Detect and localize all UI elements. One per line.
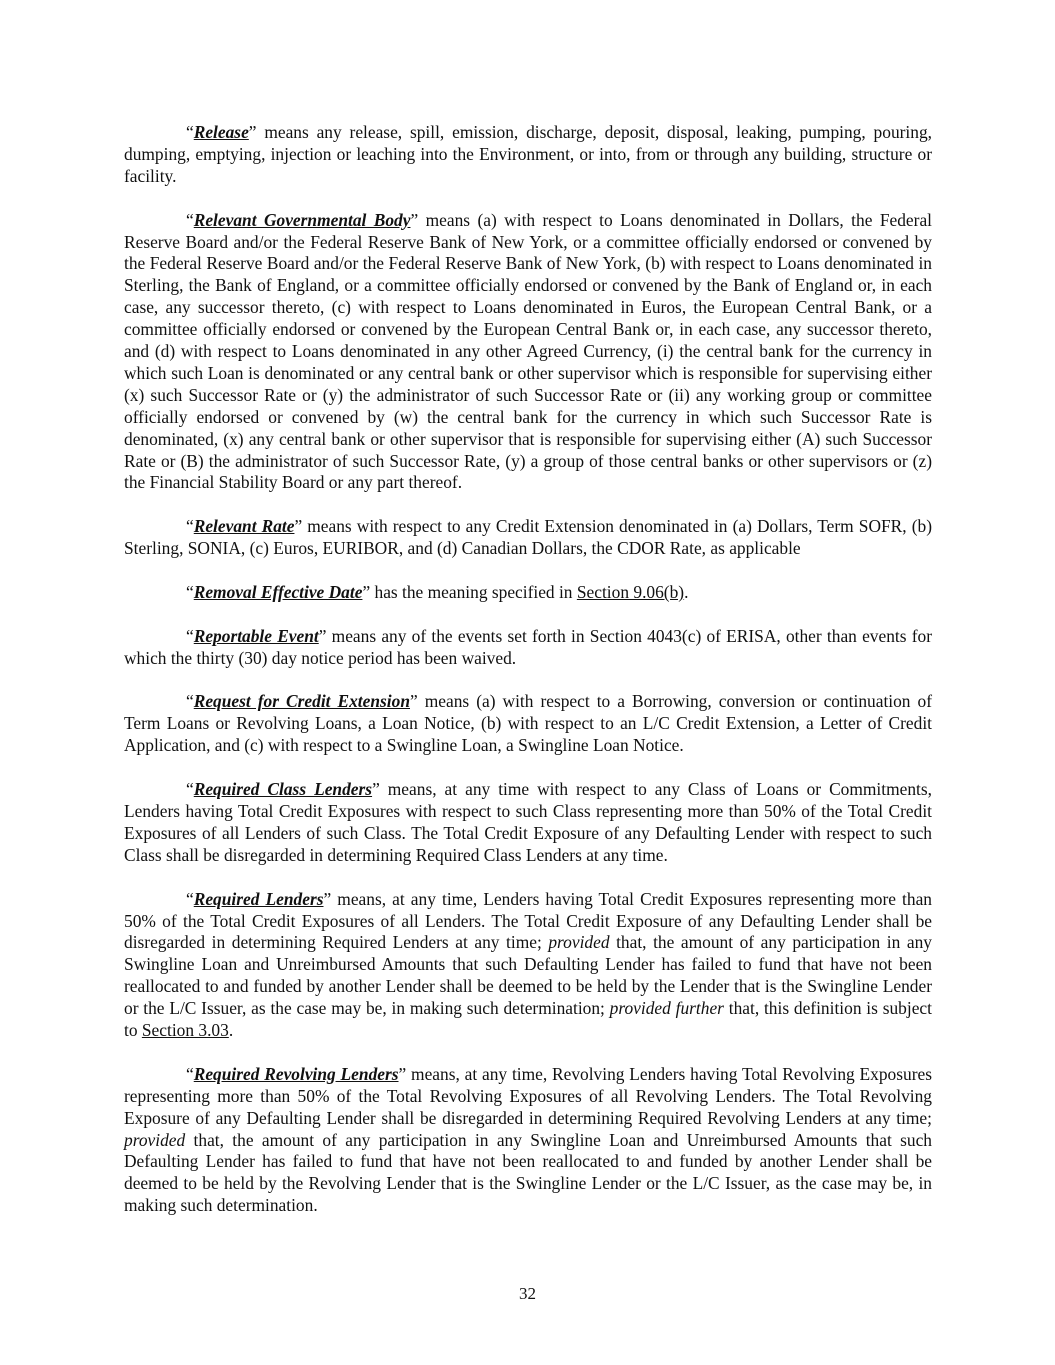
definition-required-lenders: “Required Lenders” means, at any time, Lenders having Total Credit Exposures representing more than 50% of the Total Credit Exposures of all Lenders. The Total Credit Exposure of any Defaulting Lender shall be disregarded in determining Required Lenders at any time; provided that, the amount of any participation in any Swingline Loan and Unreimbursed Amounts that such Defaulting Lender has failed to fund that have not been reallocated to and funded by another Lender shall be deemed to be held by the Lender that is the Swingline Lender or the L/C Issuer, as the case may be, in making such determination; provided further that, this definition is subject to Section 3.03. (124, 888, 932, 1041)
document-page (124, 122, 932, 1217)
definition-text: that, the amount of any participation in any Swingline Loan and Unreimbursed Amounts that such Defaulting Lender has failed to fund that have not been reallocated to and funded by another Lender shall be deemed to be held by the Revolving Lender that is the Swingline Lender or the L/C Issuer, as the case may be, in making such determination. (124, 1129, 932, 1216)
definition-text: ” has the meaning specified in (362, 581, 577, 602)
page-number: 32 (519, 1284, 536, 1303)
definition-required-revolving-lenders: “Required Revolving Lenders” means, at any time, Revolving Lenders having Total Revolving Exposures representing more than 50% of the Total Revolving Exposures of all Revolving Lenders. The Total Revolving Exposure of any Defaulting Lender shall be disregarded in determining Required Revolving Lenders at any time; provided that, the amount of any participation in any Swingline Loan and Unreimbursed Amounts that such Defaulting Lender has failed to fund that have not been reallocated to and funded by another Lender shall be deemed to be held by the Revolving Lender that is the Swingline Lender or the L/C Issuer, as the case may be, in making such determination. (124, 1063, 932, 1216)
definition-required-class-lenders: “Required Class Lenders” means, at any time with respect to any Class of Loans or Commitments, Lenders having Total Credit Exposures with respect to such Class representing more than 50% of the Total Credit Exposures of all Lenders of such Class. The Total Credit Exposure of any Defaulting Lender with respect to such Class shall be disregarded in determining Required Class Lenders at any time. (124, 779, 932, 865)
definition-reportable-event: “Reportable Event” means any of the events set forth in Section 4043(c) of ERISA, other than events for which the thirty (30) day notice period has been waived. (124, 625, 932, 668)
section-reference: Section 9.06(b) (576, 581, 685, 602)
defined-term: Relevant Governmental Body (193, 209, 411, 230)
definition-text: ” means (a) with respect to a Borrowing, conversion or continuation of Term Loans or Revolving Loans, a Loan Notice, (b) with respect to an L/C Credit Extension, a Letter of Credit Application, and (c) with respect to a Swingline Loan, a Swingline Loan Notice. (124, 691, 933, 756)
defined-term: Request for Credit Extension (193, 691, 410, 712)
defined-term: Required Revolving Lenders (193, 1063, 399, 1084)
definition-text: . (684, 581, 689, 602)
definition-release: “Release” means any release, spill, emission, discharge, deposit, disposal, leaking, pumping, pouring, dumping, emptying, injection or leaching into the Environment, or into, from or through any building, structure or facility. (124, 122, 932, 186)
defined-term: Release (193, 122, 249, 142)
definition-removal-effective-date: “Removal Effective Date” has the meaning specified in Section 9.06(b). (186, 581, 689, 602)
defined-term: Required Class Lenders (193, 779, 373, 800)
definition-text: . (228, 1020, 234, 1041)
defined-term: Removal Effective Date (193, 581, 363, 602)
definition-text: ” means any release, spill, emission, discharge, deposit, disposal, leaking, pumping, pouring, dumping, emptying, injection or leaching into the Environment, or into, from or through any building, structure or facility. (124, 122, 932, 186)
italic-proviso: provided further (609, 998, 724, 1019)
italic-proviso: provided (548, 932, 610, 953)
definition-request-for-credit-extension: “Request for Credit Extension” means (a) with respect to a Borrowing, conversion or continuation of Term Loans or Revolving Loans, a Loan Notice, (b) with respect to an L/C Credit Extension, a Letter of Credit Application, and (c) with respect to a Swingline Loan, a Swingline Loan Notice. (124, 691, 933, 756)
definition-relevant-governmental-body: “Relevant Governmental Body” means (a) with respect to Loans denominated in Dollars, the Federal Reserve Board and/or the Federal Reserve Bank of New York, or a committee officially endorsed or convened by the Federal Reserve Board and/or the Federal Reserve Bank of New York, (b) with respect to Loans denominated in Sterling, the Bank of England, or a committee officially endorsed or convened by the Bank of England or, in each case, any successor thereto, (c) with respect to Loans denominated in Euros, the European Central Bank, or a committee officially endorsed or convened by the European Central Bank or, in each case, any successor thereto, and (d) with respect to Loans denominated in any other Agreed Currency, (i) the central bank for the currency in which such Loan is denominated or any central bank or other supervisor which is responsible for supervising either (x) such Successor Rate or (y) the administrator of such Successor Rate or (ii) any working group or committee officially endorsed or convened by (w) the central bank for the currency in which such Successor Rate is denominated, (x) any central bank or other supervisor that is responsible for supervising either (A) such Successor Rate or (B) the administrator of such Successor Rate, (y) a group of those central banks or other supervisors or (z) the Financial Stability Board or any part thereof. (124, 209, 932, 493)
definition-text: ” means, at any time, Lenders having Total Credit Exposures representing more than 50% of the Total Credit Exposures of all Lenders. The Total Credit Exposure of any Defaulting Lender shall be disregarded in determining Required Lenders at any time; (124, 888, 932, 953)
definition-text: that, this definition is subject to (124, 998, 932, 1041)
definition-text: that, the amount of any participation in any Swingline Loan and Unreimbursed Amounts that such Defaulting Lender has failed to fund that have not been reallocated to and funded by another Lender shall be deemed to be held by the Lender that is the Swingline Lender or the L/C Issuer, as the case may be, in making such determination; (124, 932, 932, 1019)
italic-proviso: provided (124, 1129, 186, 1150)
definition-text: ” means (a) with respect to Loans denominated in Dollars, the Federal Reserve Board and/or the Federal Reserve Bank of New York, or a committee officially endorsed or convened by the Federal Reserve Board and/or the Federal Reserve Bank of New York, (b) with respect to Loans denominated in Sterling, the Bank of England, or a committee officially endorsed or convened by the Bank of England or, in each case, any successor thereto, (c) with respect to Loans denominated in Euros, the European Central Bank, or a committee officially endorsed or convened by the European Central Bank or, in each case, any successor thereto, and (d) with respect to Loans denominated in any other Agreed Currency, (i) the central bank for the currency in which such Loan is denominated or any central bank or other supervisor which is responsible for supervising either (x) such Successor Rate or (y) the administrator of such Successor Rate or (ii) any working group or committee officially endorsed or convened by (w) the central bank for the currency in which such Successor Rate is denominated, (x) any central bank or other supervisor that is responsible for supervising either (A) such Successor Rate or (B) the administrator of such Successor Rate, (y) a group of those central banks or other supervisors or (z) the Financial Stability Board or any part thereof. (124, 209, 932, 493)
definition-text: ” means, at any time, Revolving Lenders having Total Revolving Exposures representing more than 50% of the Total Revolving Exposures of all Revolving Lenders. The Total Revolving Exposure of any Defaulting Lender shall be disregarded in determining Required Revolving Lenders at any time; (124, 1063, 932, 1128)
section-reference: Section 3.03 (141, 1020, 229, 1041)
definition-text: ” means with respect to any Credit Extension denominated in (a) Dollars, Term SOFR, (b) Sterling, SONIA, (c) Euros, EURIBOR, and (d) Canadian Dollars, the CDOR Rate, as applicable (124, 516, 932, 559)
defined-term: Required Lenders (193, 888, 324, 909)
defined-term: Relevant Rate (193, 516, 295, 537)
definition-relevant-rate: “Relevant Rate” means with respect to any Credit Extension denominated in (a) Dollars, Term SOFR, (b) Sterling, SONIA, (c) Euros, EURIBOR, and (d) Canadian Dollars, the CDOR Rate, as applicable (124, 516, 932, 559)
defined-term: Reportable Event (193, 625, 319, 646)
definition-text: ” means any of the events set forth in Section 4043(c) of ERISA, other than events for which the thirty (30) day notice period has been waived. (124, 625, 932, 668)
definition-text: ” means, at any time with respect to any Class of Loans or Commitments, Lenders having Total Credit Exposures with respect to such Class representing more than 50% of the Total Credit Exposures of all Lenders of such Class. The Total Credit Exposure of any Defaulting Lender with respect to such Class shall be disregarded in determining Required Class Lenders at any time. (124, 779, 932, 865)
